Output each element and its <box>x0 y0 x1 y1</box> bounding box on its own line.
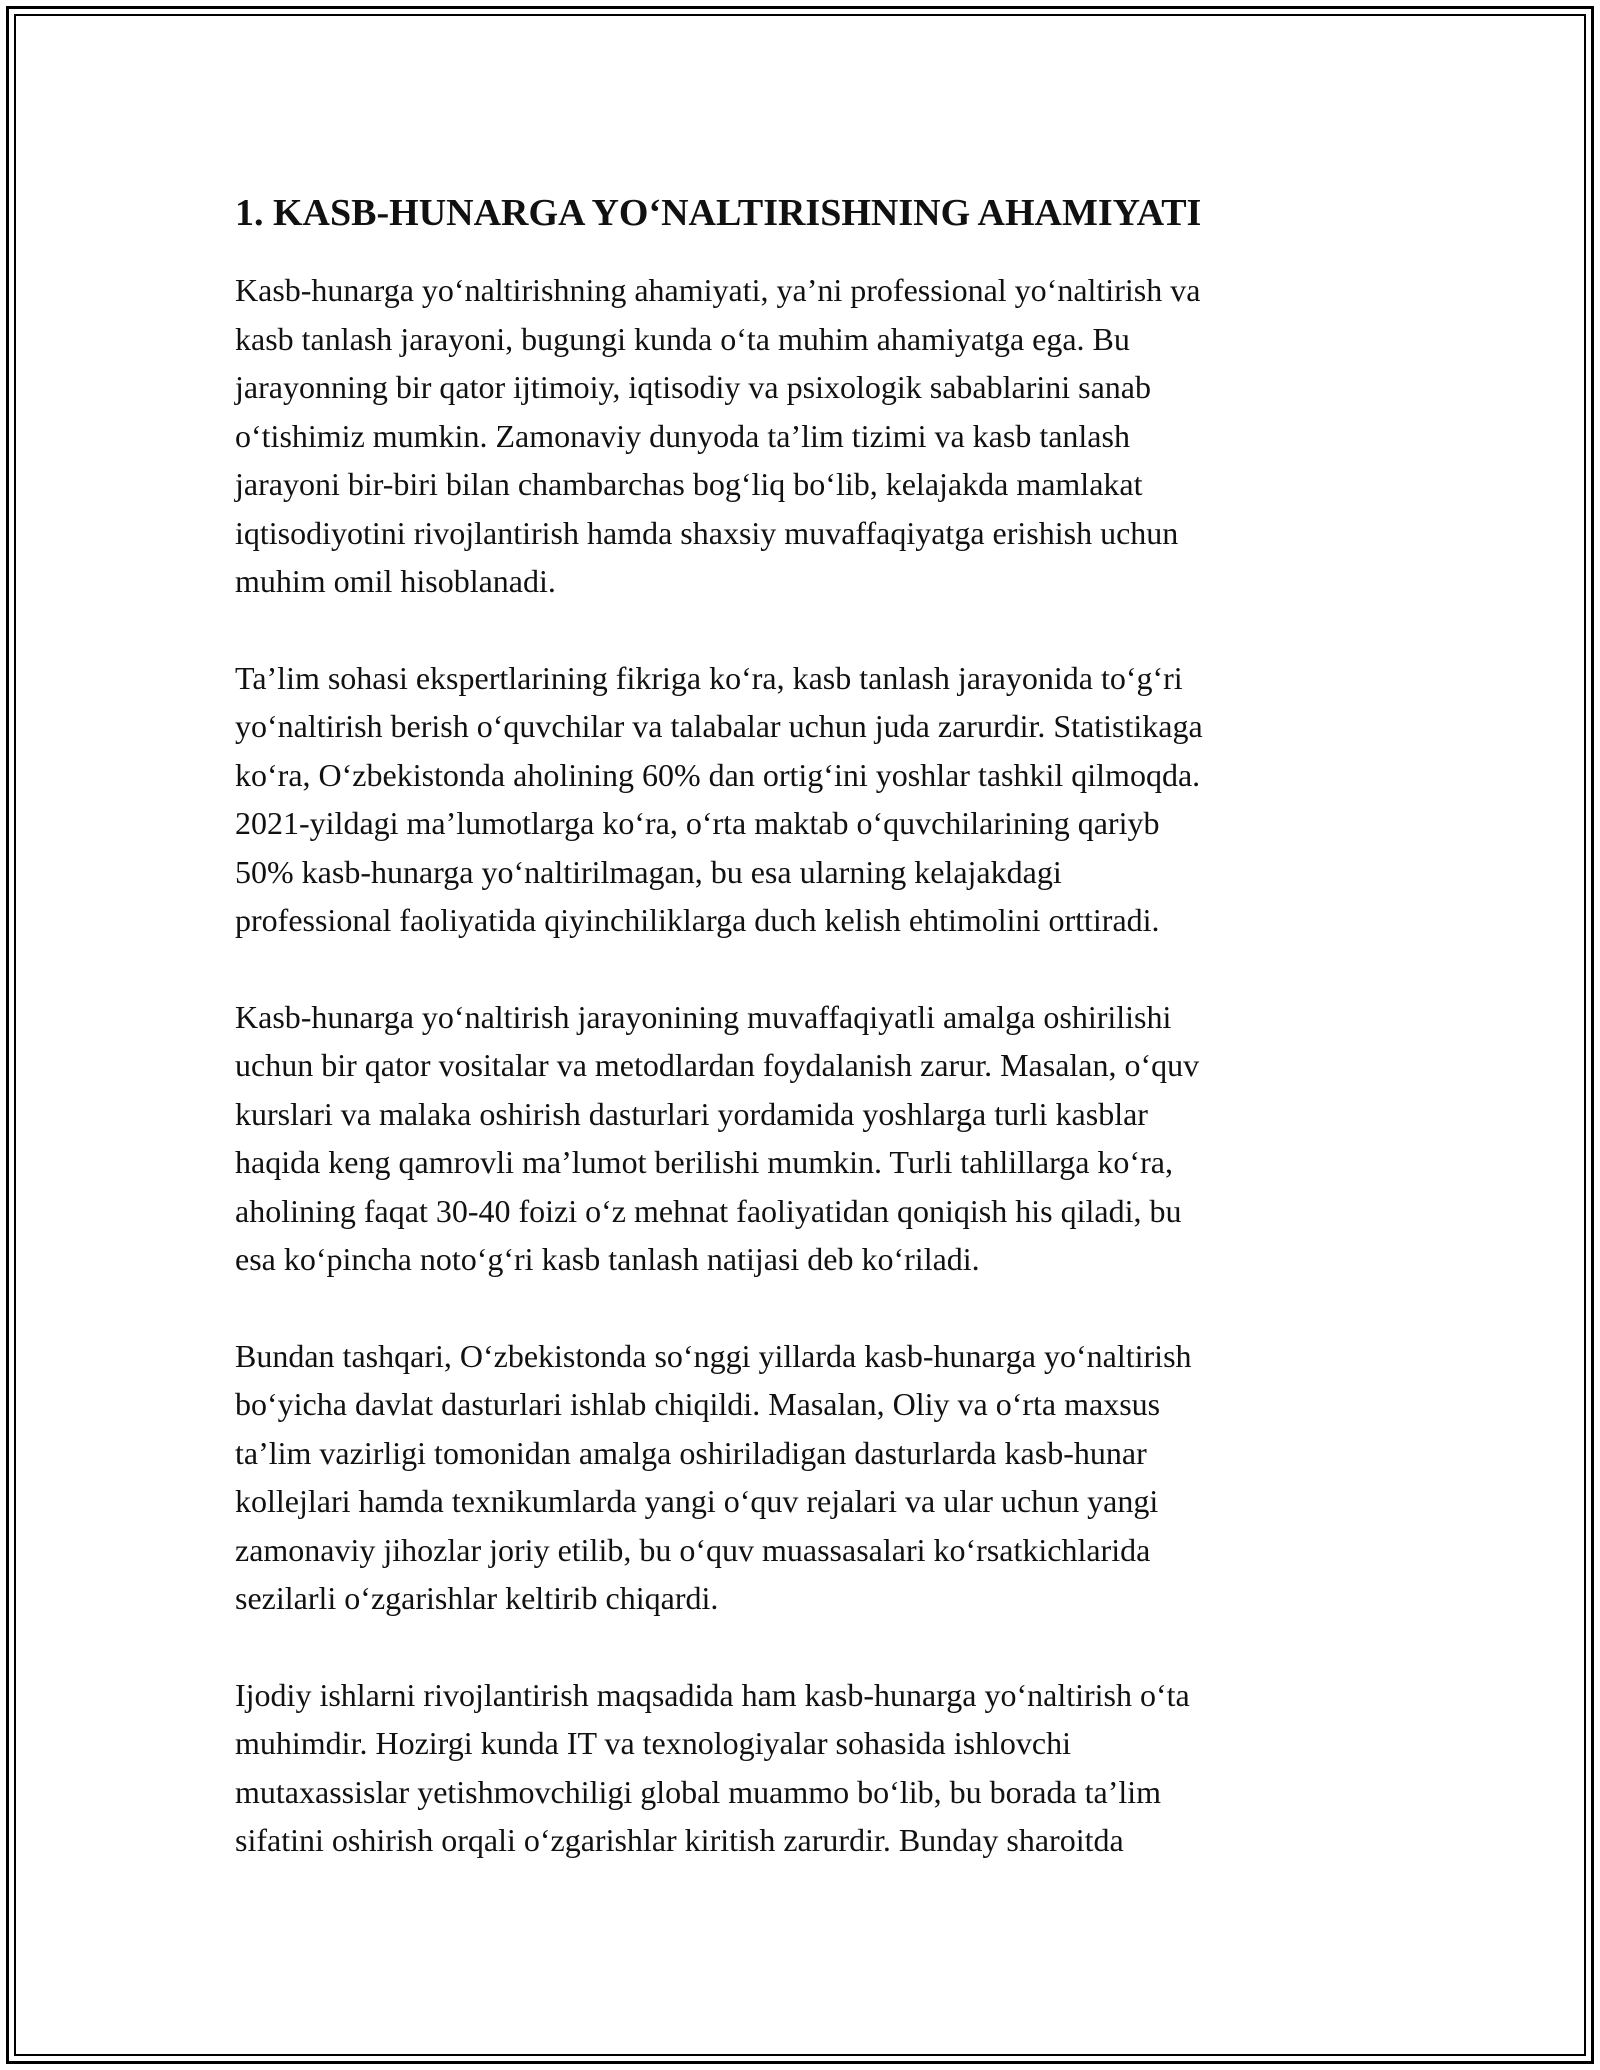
paragraph-line: Ijodiy ishlarni rivojlantirish maqsadida ham kasb-hunarga yo‘naltirish o‘ta <box>235 1676 1190 1713</box>
paragraph-line: Kasb-hunarga yo‘naltirish jarayonining muvaffaqiyatli amalga oshirilishi <box>235 998 1172 1035</box>
paragraph-line: ko‘ra, O‘zbekistonda aholining 60% dan ortig‘ini yoshlar tashkil qilmoqda. <box>235 756 1201 793</box>
paragraph-line: 50% kasb-hunarga yo‘naltirilmagan, bu esa ularning kelajakdagi <box>235 853 1062 890</box>
paragraph-line: uchun bir qator vositalar va metodlardan foydalanish zarur. Masalan, o‘quv <box>235 1047 1200 1083</box>
paragraph-line: professional faoliyatida qiyinchiliklarga duch kelish ehtimolini orttiradi. <box>235 902 1160 938</box>
paragraph-2 <box>235 654 1365 945</box>
paragraph-line: zamonaviy jihozlar joriy etilib, bu o‘quv muassasalari ko‘rsatkichlarida <box>235 1531 1151 1568</box>
paragraph-line: Bundan tashqari, O‘zbekistonda so‘nggi yillarda kasb-hunarga yo‘naltirish <box>235 1337 1192 1374</box>
paragraph-line: Kasb-hunarga yo‘naltirishning ahamiyati, ya’ni professional yo‘naltirish va <box>235 272 1201 308</box>
paragraph-4 <box>235 1332 1365 1623</box>
paragraph-3 <box>235 993 1365 1284</box>
paragraph-line: haqida keng qamrovli ma’lumot berilishi mumkin. Turli tahlillarga ko‘ra, <box>235 1144 1173 1180</box>
paragraph-line: muhimdir. Hozirgi kunda IT va texnologiyalar sohasida ishlovchi <box>235 1725 1072 1761</box>
paragraph-line: muhim omil hisoblanadi. <box>235 563 556 599</box>
paragraph-line: ta’lim vazirligi tomonidan amalga oshiriladigan dasturlarda kasb-hunar <box>235 1434 1147 1471</box>
paragraph-line: kasb tanlash jarayoni, bugungi kunda o‘ta muhim ahamiyatga ega. Bu <box>235 320 1130 357</box>
paragraph-line: 2021-yildagi ma’lumotlarga ko‘ra, o‘rta maktab o‘quvchilarining qariyb <box>235 805 1160 841</box>
paragraph-line: esa ko‘pincha noto‘g‘ri kasb tanlash natijasi deb ko‘riladi. <box>235 1241 980 1277</box>
paragraph-line: kurslari va malaka oshirish dasturlari yordamida yoshlarga turli kasblar <box>235 1095 1148 1132</box>
paragraph-line: aholining faqat 30-40 foizi o‘z mehnat faoliyatidan qoniqish his qiladi, bu <box>235 1192 1182 1229</box>
document-body <box>235 188 1365 1913</box>
paragraph-line: sifatini oshirish orqali o‘zgarishlar kiritish zarurdir. Bunday sharoitda <box>235 1822 1124 1858</box>
paragraph-line: Ta’lim sohasi ekspertlarining fikriga ko‘ra, kasb tanlash jarayonida to‘g‘ri <box>235 659 1183 696</box>
paragraph-line: yo‘naltirish berish o‘quvchilar va talabalar uchun juda zarurdir. Statistikaga <box>235 708 1203 744</box>
paragraph-line: iqtisodiyotini rivojlantirish hamda shaxsiy muvaffaqiyatga erishish uchun <box>235 514 1179 551</box>
paragraph-line: sezilarli o‘zgarishlar keltirib chiqardi. <box>235 1580 719 1616</box>
paragraph-line: jarayonning bir qator ijtimoiy, iqtisodiy va psixologik sabablarini sanab <box>235 369 1151 405</box>
paragraph-line: bo‘yicha davlat dasturlari ishlab chiqildi. Masalan, Oliy va o‘rta maxsus <box>235 1386 1161 1422</box>
section-heading: 1. KASB-HUNARGA YO‘NALTIRISHNING AHAMIYATI <box>235 192 1202 234</box>
paragraph-line: o‘tishimiz mumkin. Zamonaviy dunyoda ta’lim tizimi va kasb tanlash <box>235 417 1130 454</box>
paragraph-line: jarayoni bir-biri bilan chambarchas bog‘liq bo‘lib, kelajakda mamlakat <box>235 466 1143 502</box>
paragraph-1 <box>235 266 1365 606</box>
paragraph-5 <box>235 1671 1365 1865</box>
paragraph-line: kollejlari hamda texnikumlarda yangi o‘quv rejalari va ular uchun yangi <box>235 1483 1159 1519</box>
paragraph-line: mutaxassislar yetishmovchiligi global muammo bo‘lib, bu borada ta’lim <box>235 1773 1162 1810</box>
